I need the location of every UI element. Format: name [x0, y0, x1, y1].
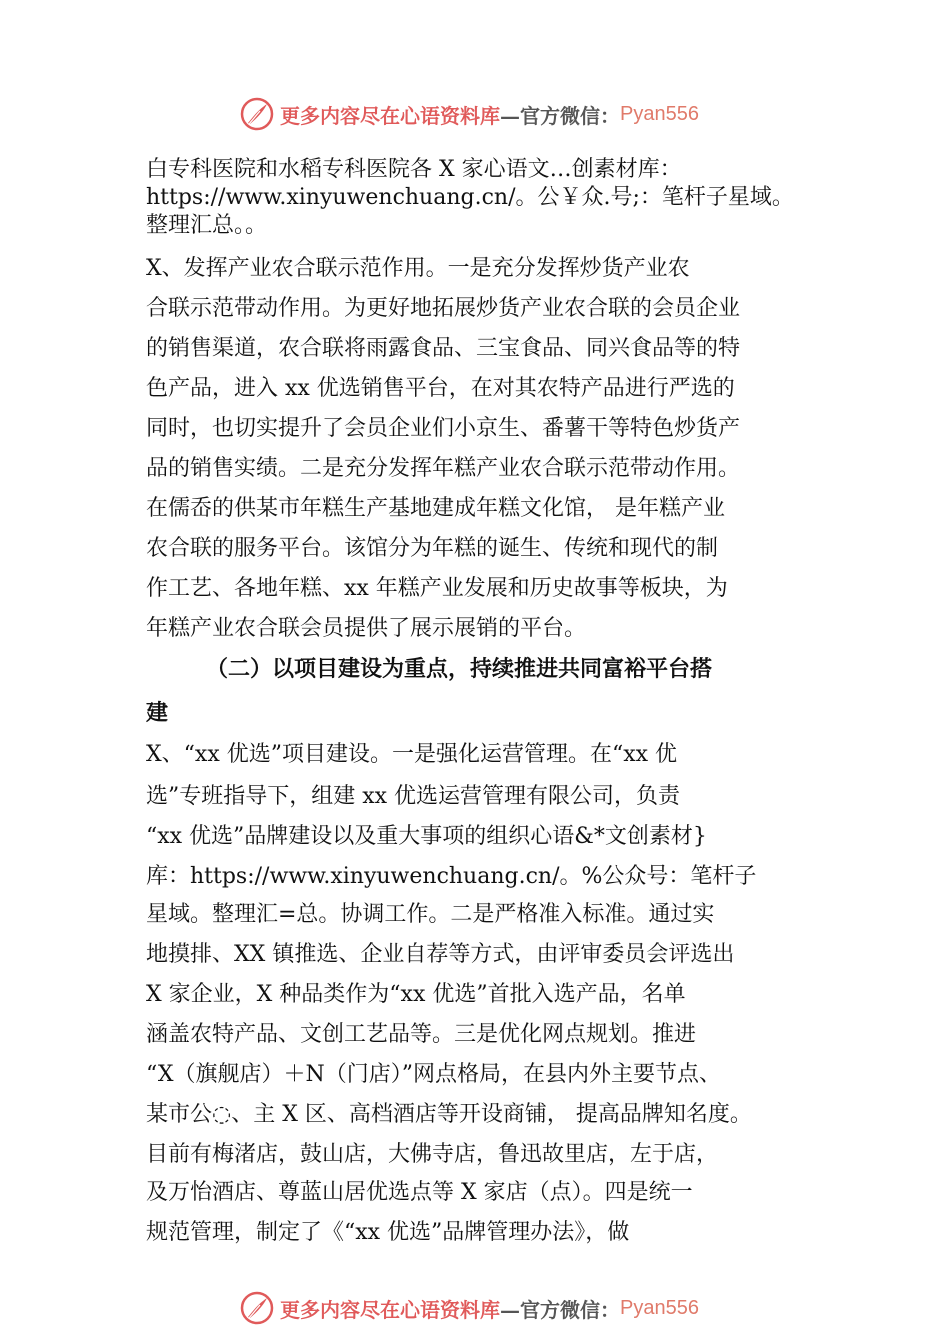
body-line-11: 农合联的服务平台。该馆分为年糕的诞生、传统和现代的制	[146, 536, 719, 561]
body-line-1: 白专科医院和水稻专科医院各 X 家心语文…创素材库：	[146, 157, 682, 182]
body-line-23: 涵盖农特产品、文创工艺品等。三是优化网点规划。推进	[146, 1022, 697, 1047]
quill-seal-logo-icon	[240, 1291, 274, 1325]
body-line-18: “xx 优选”品牌建设以及重大事项的组织心语&*文创素材}	[146, 824, 707, 849]
body-line-21: 地摸排、XX 镇推选、企业自荐等方式，由评审委员会评选出	[146, 942, 735, 967]
body-line-24: “X（旗舰店）＋N（门店）”网点格局，在县内外主要节点、	[146, 1062, 722, 1087]
header-watermark-banner	[240, 96, 699, 132]
banner-wechat-id: Pyan556	[620, 102, 699, 125]
footer-watermark-banner	[240, 1290, 699, 1326]
body-line-22: X 家企业，X 种品类作为“xx 优选”首批入选产品，名单	[146, 982, 686, 1007]
body-line-25: 某市公◌、主 X 区、高档酒店等开设商铺， 提高品牌知名度。	[146, 1102, 752, 1127]
body-line-27: 及万怡酒店、尊蓝山居优选点等 X 家店（点）。四是统一	[146, 1180, 693, 1205]
body-line-28: 规范管理，制定了《“xx 优选”品牌管理办法》，做	[146, 1220, 630, 1245]
body-line-10: 在儒岙的供某市年糕生产基地建成年糕文化馆， 是年糕产业	[146, 496, 725, 521]
body-line-7: 色产品，进入 xx 优选销售平台，在对其农特产品进行严选的	[146, 376, 735, 401]
banner-official-text: —官方微信：	[500, 1297, 620, 1322]
body-line-12: 作工艺、各地年糕、xx 年糕产业发展和历史故事等板块，为	[146, 576, 728, 601]
body-line-2: https://www.xinyuwenchuang.cn/。公￥众.号;：笔杆子星域。	[146, 185, 794, 210]
banner-official-text: —官方微信：	[500, 103, 620, 128]
body-line-26: 目前有梅渚店，鼓山店，大佛寺店，鲁迅故里店，左于店，	[146, 1142, 719, 1167]
body-line-5: 合联示范带动作用。为更好地拓展炒货产业农合联的会员企业	[146, 296, 741, 321]
section-heading-line-1: （二）以项目建设为重点，持续推进共同富裕平台搭	[206, 656, 713, 682]
section-heading-line-2: 建	[146, 700, 169, 726]
banner-site-text: 更多内容尽在心语资料库	[280, 1297, 500, 1322]
body-line-16: X、“xx 优选”项目建设。一是强化运营管理。在“xx 优	[146, 742, 678, 767]
body-line-19: 库：https://www.xinyuwenchuang.cn/。%公众号：笔杆子	[146, 864, 757, 889]
body-line-20: 星域。整理汇=总。协调工作。二是严格准入标准。通过实	[146, 902, 715, 927]
banner-wechat-id: Pyan556	[620, 1296, 699, 1319]
body-line-4: X、发挥产业农合联示范作用。一是充分发挥炒货产业农	[146, 256, 690, 281]
banner-site-text: 更多内容尽在心语资料库	[280, 103, 500, 128]
body-line-3: 整理汇总。。	[146, 213, 268, 238]
body-line-8: 同时，也切实提升了会员企业们小京生、番薯干等特色炒货产	[146, 416, 741, 441]
body-line-13: 年糕产业农合联会员提供了展示展销的平台。	[146, 616, 587, 641]
body-line-9: 品的销售实绩。二是充分发挥年糕产业农合联示范带动作用。	[146, 456, 741, 481]
body-line-17: 选”专班指导下，组建 xx 优选运营管理有限公司，负责	[146, 784, 681, 809]
body-line-6: 的销售渠道，农合联将雨露食品、三宝食品、同兴食品等的特	[146, 336, 741, 361]
quill-seal-logo-icon	[240, 97, 274, 131]
